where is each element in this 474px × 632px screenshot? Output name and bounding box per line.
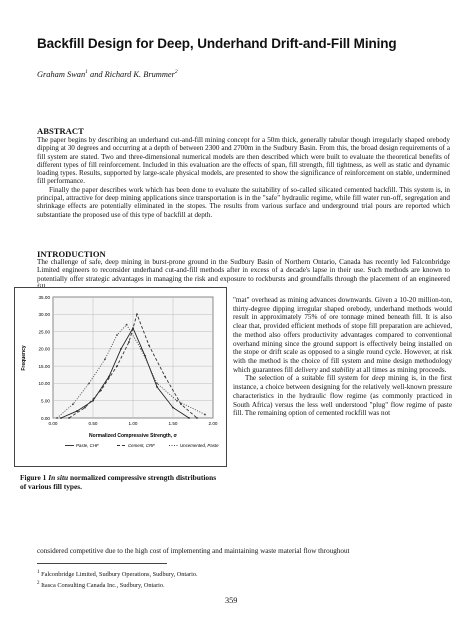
- series-2-point: [180, 403, 182, 405]
- figure-caption-emphasis: In situ: [48, 473, 69, 482]
- series-3-point: [156, 383, 158, 385]
- series-1-point: [172, 407, 174, 409]
- series-2-point: [148, 345, 150, 347]
- y-tick-label: 0.00: [41, 415, 50, 421]
- right-paragraph-1-joiner: and: [317, 365, 332, 374]
- series-1-point: [92, 400, 94, 402]
- stability-emphasis: stability: [331, 365, 355, 374]
- footnote-1-text: Falconbridge Limited, Sudbury Operations, Sudbury, Ontario.: [41, 571, 198, 579]
- series-3-point: [140, 348, 142, 350]
- footnote-2-mark: 2: [37, 581, 40, 587]
- y-tick-label: 30.00: [38, 312, 50, 318]
- legend-label: Cement, CRF: [128, 443, 155, 448]
- x-tick-label: 0.00: [48, 421, 58, 426]
- author-2: Richard K. Brummer: [104, 69, 175, 79]
- footnote-divider: [37, 563, 167, 564]
- footnote-2: [37, 579, 198, 590]
- series-3-point: [88, 383, 90, 385]
- y-tick-label: 20.00: [38, 346, 50, 352]
- strength-distribution-chart: [15, 288, 226, 466]
- author-1-mark: 1: [85, 69, 88, 75]
- paper-title: Backfill Design for Deep, Underhand Drift-and-Fill Mining: [37, 36, 397, 51]
- y-tick-label: 5.00: [41, 398, 50, 404]
- right-paragraph-2: [233, 374, 452, 418]
- series-3-point: [126, 324, 128, 326]
- series-1-point: [188, 417, 190, 419]
- series-3-point: [72, 403, 74, 405]
- abstract-block: [37, 136, 450, 219]
- y-tick-label: 35.00: [38, 294, 50, 300]
- legend-label: Paste, CHF: [76, 443, 99, 448]
- figure-1-caption: [20, 473, 220, 491]
- y-axis-label: Frequency: [21, 345, 27, 371]
- series-2-point: [84, 407, 86, 409]
- legend-label: Uncemented, Paste: [180, 443, 219, 448]
- deep-emphasis: deep: [371, 374, 386, 383]
- continued-text-line: considered competitive due to the high cost of implementing and maintaining waste material flow throughout: [37, 547, 350, 555]
- abstract-paragraph-2: Finally the paper describes work which has been done to evaluate the suitability of so-called silicated cemented backfill. This system is, in principal, attractive for deep mining applications since transportation is in the "safe" hydraulic regime, while fill water run-off, segregation and shrinkage effects are potentially eliminated in the stopes. The results from various surface and underground trial pours are reported which substantiate the proposed use of this type of backfill at depth.: [37, 185, 450, 219]
- x-tick-label: 1.50: [168, 421, 178, 426]
- introduction-paragraph-1: The challenge of safe, deep mining in burst-prone ground in the Sudbury Basin of Northern Ontario, Canada has recently led Falconbridge Limited engineers to reconsider underhand cut-and-fill methods after in excess of a decade's lapse in their use. Such methods are known to potentially offer strategic advantages in managing the risk and exposure to rockbursts and groundfalls through the placement of an engineered: [37, 258, 450, 283]
- author-line: [37, 69, 178, 79]
- author-joiner: and: [87, 69, 105, 79]
- footnote-2-text: Itasca Consulting Canada Inc., Sudbury, Ontario.: [41, 582, 165, 590]
- series-3-point: [176, 400, 178, 402]
- introduction-heading: INTRODUCTION: [37, 249, 106, 259]
- right-paragraph-1: [233, 296, 452, 374]
- y-tick-label: 10.00: [38, 381, 50, 387]
- footnote-1-mark: 1: [37, 570, 40, 575]
- series-2-point: [196, 417, 198, 419]
- x-axis-label: Normalized Compressive Strength, σ: [89, 433, 177, 439]
- page-number: 359: [225, 596, 238, 605]
- figure-1-box: [14, 287, 227, 467]
- abstract-heading: ABSTRACT: [37, 126, 84, 136]
- series-1-point: [60, 417, 62, 419]
- x-tick-label: 1.00: [128, 421, 138, 426]
- right-paragraph-2-rest: mining is, in the first instance, a choice between designing for the relatively well-known pressure characteristics in the hydraulic flow regime (as commonly practiced in South Africa) versus the less well understood "plug" flow regime of paste fill. The remaining option of cemented rockfill was not: [233, 374, 452, 418]
- x-tick-label: 2.00: [208, 421, 218, 426]
- series-2-point: [136, 313, 138, 315]
- footnote-1: [37, 568, 198, 579]
- right-column-text: [233, 296, 452, 418]
- y-tick-label: 15.00: [38, 363, 50, 369]
- series-2-point: [100, 389, 102, 391]
- series-1-point: [108, 376, 110, 378]
- right-paragraph-1-end: at all times as mining proceeds.: [354, 365, 447, 374]
- series-3-point: [56, 417, 58, 419]
- figure-caption-text: normalized compressive strength distributions of various fill types.: [20, 473, 217, 491]
- author-1: Graham Swan: [37, 69, 86, 79]
- series-2-point: [68, 417, 70, 419]
- series-1-point: [156, 386, 158, 388]
- footnotes: [37, 568, 198, 590]
- author-2-mark: 2: [174, 69, 178, 75]
- series-1-point: [120, 348, 122, 350]
- right-paragraph-1-text: "mat" overhead as mining advances downwards. Given a 10-20 million-ton, thirty-degree dipping irregular shaped orebody, underhand methods would result in approximately 75% of ore tonnage mined beneath fill. It is also clear that, provided efficient methods of stope fill preparation are achieved, the method also offers productivity advantages compared to conventional overhand mining since the ground support is effectively being installed on the stope or drift scale as opposed to a single round cycle. However, at risk with the method is the choice of fill system and mine design methodology which guarantees fill: [233, 296, 452, 374]
- abstract-paragraph-1: The paper begins by describing an underhand cut-and-fill mining concept for a 50m thick, generally tabular though irregularly shaped orebody dipping at 30 degrees and occurring at a depth of between 2300 and 2700m in the Sudbury Basin. From this, the broad design requirements of a fill system are stated. Two and three-dimensional numerical models are then described which were built to evaluate the theoretical benefits of different types of fill reinforcement. Included in this evaluation are the effects of span, fill strength, fill tightness, as well as static and dynamic loading types. Results, supported by large-scale physical models, are presented to show the significance of reinforcement on stable, undermined fill performance.: [37, 136, 450, 186]
- x-tick-label: 0.50: [88, 421, 98, 426]
- right-paragraph-2-start: The selection of a suitable fill system for: [245, 374, 372, 383]
- series-3-point: [116, 334, 118, 336]
- figure-label: Figure 1: [20, 473, 47, 482]
- series-3-point: [204, 414, 206, 416]
- series-2-point: [128, 341, 130, 343]
- series-1-point: [76, 410, 78, 412]
- series-2-point: [164, 376, 166, 378]
- y-tick-label: 25.00: [38, 329, 50, 335]
- delivery-emphasis: delivery: [294, 365, 318, 374]
- series-2-point: [116, 365, 118, 367]
- series-3-point: [104, 358, 106, 360]
